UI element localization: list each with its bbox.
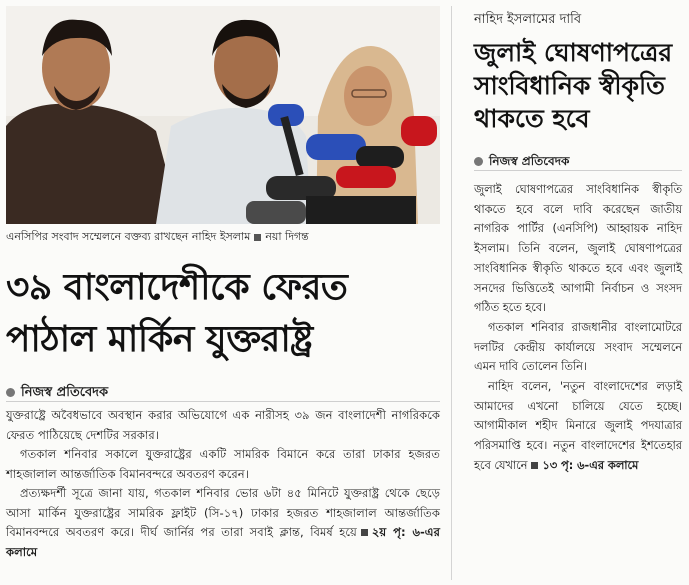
right-divider — [474, 170, 682, 171]
right-paragraph-1: জুলাই ঘোষণাপত্রের সাংবিধানিক স্বীকৃতি থাকতে হবে বলে দাবি করেছেন জাতীয় নাগরিক পার্টির (এনসিপি) আহ্বায়ক নাহিদ ইসলাম। তিনি বলেন, জুলাই ঘোষণাপত্রের সাংবিধানিক স্বীকৃতি থাকতে হবে এবং জুলাই সনদের ভিত্তিতেই আগামী নির্বাচন ও সংসদ গঠিত হতে হবে। — [474, 183, 682, 315]
square-bullet-icon — [361, 529, 368, 536]
right-paragraph-3 — [474, 377, 682, 476]
left-paragraph-1: যুক্তরাষ্ট্রে অবৈধভাবে অবস্থান করার অভিযোগে এক নারীসহ ৩৯ জন বাংলাদেশী নাগরিককে ফেরত পাঠিয়েছে দেশটির সরকার। — [6, 408, 440, 442]
column-divider — [451, 6, 452, 580]
left-paragraph-3-text: প্রত্যক্ষদর্শী সূত্রে জানা যায়, গতকাল শনিবার ভোর ৬টা ৪৫ মিনিটে যুক্তরাষ্ট্র থেকে ছেড়ে আসা মার্কিন যুক্তরাষ্ট্রের সামরিক ফ্লাইট (সি-১৭) ঢাকার হজরত শাহজালাল আন্তর্জাতিক বিমানবন্দরে অবতরণ করে। দীর্ঘ জার্নির পর তারা সবাই ক্লান্ত, বিমর্ষ হয়ে — [6, 486, 440, 539]
right-jump-text: ১৩ পৃ: ৬-এর কলামে — [542, 458, 639, 472]
right-paragraph-2: গতকাল শনিবার রাজধানীর বাংলামোটরে দলটির কেন্দ্রীয় কার্যালয়ে সংবাদ সম্মেলনে এমন দাবি তোলেন তিনি। — [474, 320, 682, 374]
left-article-body — [6, 406, 440, 562]
left-byline-text: নিজস্ব প্রতিবেদক — [21, 385, 109, 400]
square-bullet-icon — [531, 462, 538, 469]
right-jump-link[interactable] — [527, 459, 638, 472]
photo-caption-text: এনসিপির সংবাদ সম্মেলনে বক্তব্য রাখছেন নাহিদ ইসলাম — [6, 230, 251, 243]
bullet-dot-icon — [6, 388, 15, 397]
photo-credit: নয়া দিগন্ত — [265, 230, 309, 243]
right-headline: জুলাই ঘোষণাপত্রের সাংবিধানিক স্বীকৃতি থাকতে হবে — [474, 38, 673, 133]
photo-caption — [6, 230, 440, 244]
left-jump-text: ২য় পৃ: ৬-এর কলামে — [6, 525, 440, 559]
main-headline-line-2: পাঠাল মার্কিন যুক্তরাষ্ট্র — [6, 319, 313, 360]
square-bullet-icon — [254, 234, 261, 241]
main-headline — [6, 262, 440, 366]
news-photo — [6, 6, 440, 224]
right-article-body — [474, 180, 682, 476]
right-byline-text: নিজস্ব প্রতিবেদক — [489, 154, 570, 168]
left-paragraph-2: গতকাল শনিবার সকালে যুক্তরাষ্ট্রের একটি সামরিক বিমানে করে তারা ঢাকার হজরত শাহজালাল আন্তর্জাতিক বিমানবন্দরে অবতরণ করেন। — [6, 447, 440, 481]
press-conference-image — [6, 6, 440, 224]
left-paragraph-3 — [6, 484, 440, 562]
left-divider — [6, 401, 440, 402]
right-kicker: নাহিদ ইসলামের দাবি — [474, 12, 582, 27]
bullet-dot-icon — [474, 157, 483, 166]
right-paragraph-3-text: নাহিদ বলেন, 'নতুন বাংলাদেশের লড়াই আমাদের এখনো চালিয়ে যেতে হচ্ছে। আগামীকাল শহীদ মিনারে জুলাই পদযাত্রার পরিসমাপ্তি হবে। নতুন বাংলাদেশের ইশতেহার হবে যেখানে — [474, 380, 682, 472]
main-headline-line-1: ৩৯ বাংলাদেশীকে ফেরত — [6, 267, 348, 308]
